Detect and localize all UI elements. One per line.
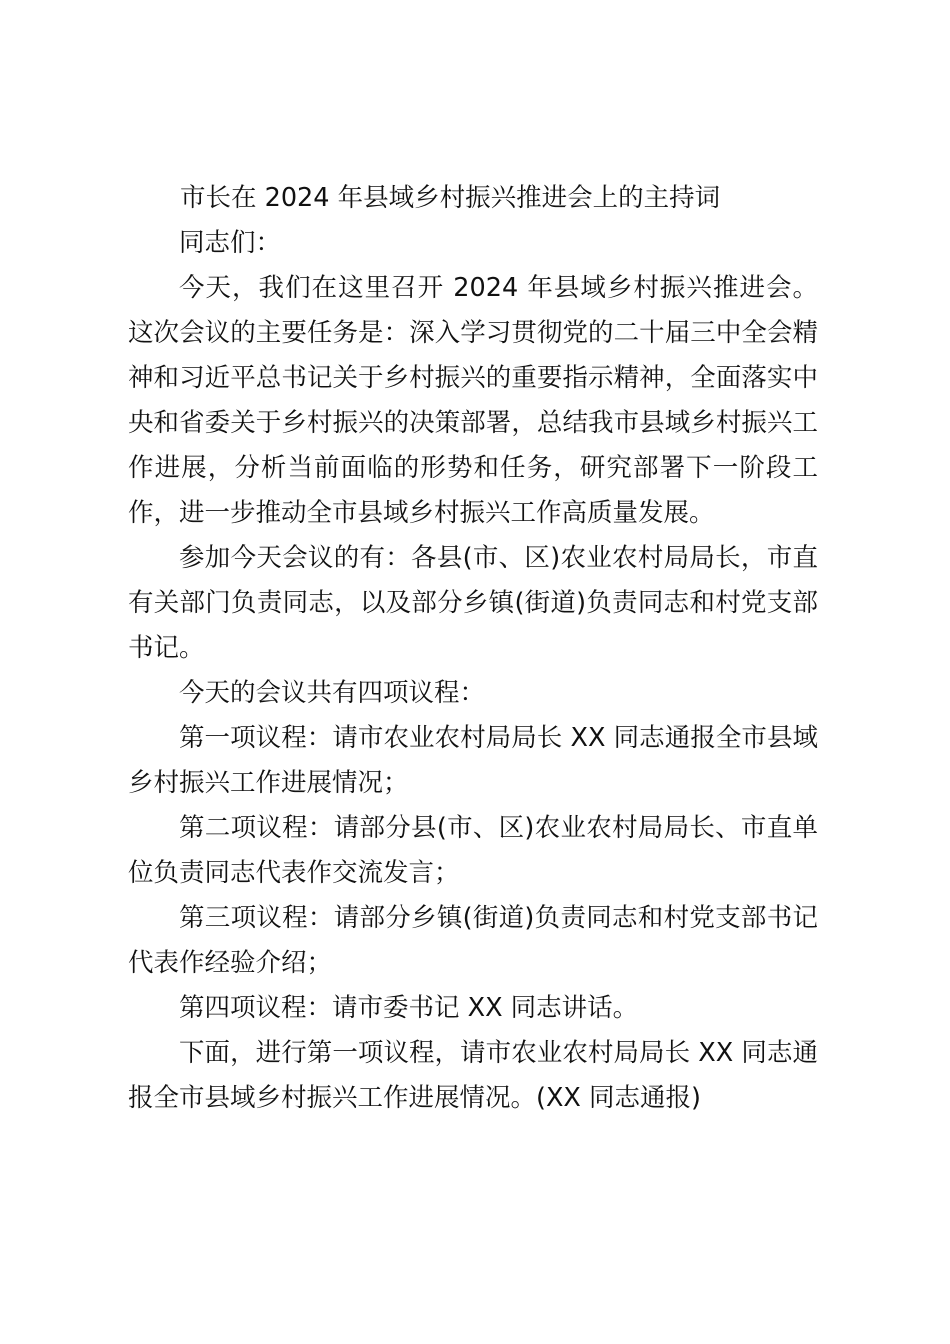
paragraph-agenda-item-1: 第一项议程：请市农业农村局局长 XX 同志通报全市县域乡村振兴工作进展情况； [128, 723, 818, 798]
paragraph-opening: 今天，我们在这里召开 2024 年县域乡村振兴推进会。这次会议的主要任务是：深入学习贯彻党的二十届三中全会精神和习近平总书记关于乡村振兴的重要指示精神，全面落实中央和省委关于乡村振兴的决策部署，总结我市县域乡村振兴工作进展，分析当前面临的形势和任务，研究部署下一阶段工作，进一步推动全市县域乡村振兴工作高质量发展。 [128, 273, 818, 528]
document-body [128, 176, 818, 1121]
paragraph-agenda-item-4: 第四项议程：请市委书记 XX 同志讲话。 [179, 993, 639, 1023]
greeting: 同志们： [179, 228, 282, 258]
paragraph-agenda-item-3: 第三项议程：请部分乡镇(街道)负责同志和村党支部书记代表作经验介绍； [128, 903, 818, 978]
paragraph-agenda-item-2: 第二项议程：请部分县(市、区)农业农村局局长、市直单位负责同志代表作交流发言； [128, 813, 818, 888]
paragraph-proceed: 下面，进行第一项议程，请市农业农村局局长 XX 同志通报全市县域乡村振兴工作进展情况。(XX 同志通报) [128, 1038, 818, 1113]
paragraph-attendees: 参加今天会议的有：各县(市、区)农业农村局局长，市直有关部门负责同志，以及部分乡镇(街道)负责同志和村党支部书记。 [128, 543, 818, 663]
paragraph-agenda-intro: 今天的会议共有四项议程： [179, 678, 486, 708]
document-title: 市长在 2024 年县域乡村振兴推进会上的主持词 [180, 183, 721, 213]
